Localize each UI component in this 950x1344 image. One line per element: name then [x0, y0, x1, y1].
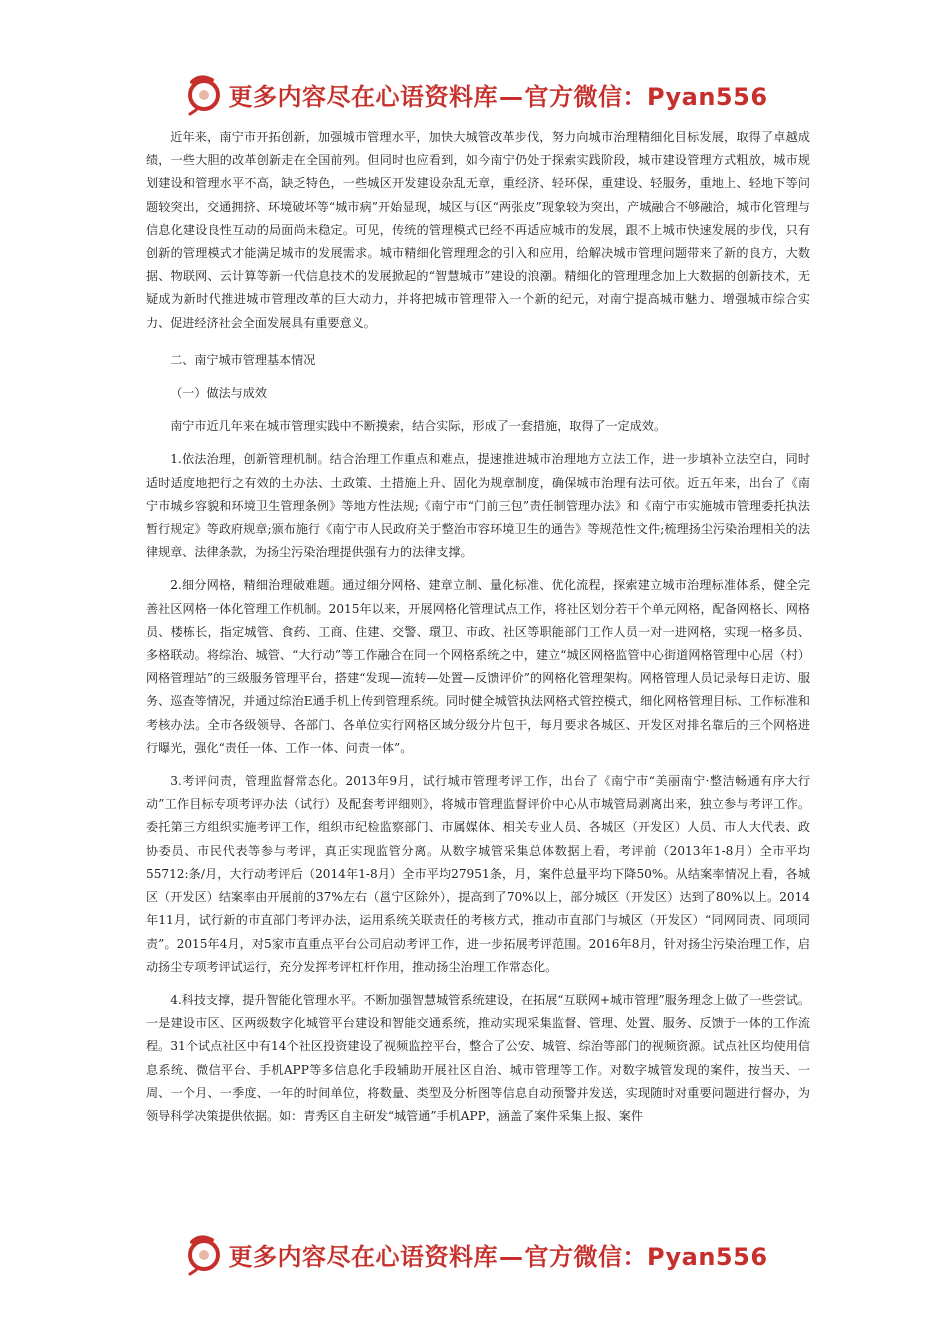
brand-logo-icon	[182, 1232, 226, 1276]
subsection-intro-paragraph: 南宁市近几年来在城市管理实践中不断摸索，结合实际，形成了一套措施，取得了一定成效。	[170, 419, 667, 434]
banner-text	[228, 77, 767, 112]
banner-separator: —	[498, 82, 524, 111]
brand-logo-icon	[182, 72, 226, 116]
item-1-paragraph: 1.依法治理，创新管理机制。结合治理工作重点和难点，提速推进城市治理地方立法工作，进一步填补立法空白，同时适时适度地把行之有效的土办法、土政策、土措施上升、固化为规章制度，确保城市治理有法可依。近五年来，出台了《南宁市城乡容貌和环境卫生管理条例》等地方性法规;《南宁市“门前三包”责任制管理办法》和《南宁市实施城市管理委托执法暂行规定》等政府规章;颁布施行《南宁市人民政府关于整治市容环境卫生的通告》等规范性文件;梳理扬尘污染治理相关的法律规章、法律条款，为扬尘污染治理提供强有力的法律支撑。	[146, 452, 810, 560]
banner-separator: —	[498, 1242, 524, 1271]
banner-account-text: 官方微信：Pyan556	[524, 1242, 768, 1271]
footer-watermark-banner	[0, 1232, 950, 1276]
item-3-paragraph: 3.考评问责，管理监督常态化。2013年9月，试行城市管理考评工作，出台了《南宁市“美丽南宁·整洁畅通有序大行动”工作目标专项考评办法（试行）及配套考评细则》，将城市管理监督评价中心从市城管局剥离出来，独立参与考评工作。委托第三方组织实施考评工作，组织市纪检监察部门、市属媒体、相关专业人员、各城区（开发区）人员、市人大代表、政协委员、市民代表等参与考评，真正实现监管分离。从数字城管采集总体数据上看，考评前（2013年1-8月）全市平均55712:条/月，大行动考评后（2014年1-8月）全市平均27951条，月，案件总量平均下降50%。从结案率情况上看，各城区（开发区）结案率由开展前的37%左右（邕宁区除外），提高到了70%以上，部分城区（开发区）达到了80%以上。2014年11月，试行新的市直部门考评办法，运用系统关联责任的考核方式，推动市直部门与城区（开发区）“同网同责、同项同责”。2015年4月，对5家市直重点平台公司启动考评工作，进一步拓展考评范围。2016年8月，针对扬尘污染治理工作，启动扬尘专项考评试运行，充分发挥考评杠杆作用，推动扬尘治理工作常态化。	[146, 774, 810, 974]
item-4-paragraph: 4.科技支撑，提升智能化管理水平。不断加强智慧城管系统建设，在拓展“互联网+城市管理”服务理念上做了一些尝试。一是建设市区、区两级数字化城管平台建设和智能交通系统，推动实现采集监督、管理、处置、服务、反馈于一体的工作流程。31个试点社区中有14个社区投资建设了视频监控平台，整合了公安、城管、综治等部门的视频资源。试点社区均使用信息系统、微信平台、手机APP等多信息化手段辅助开展社区自治、城市管理等工作。对数字城管发现的案件，按当天、一周、一个月、一季度、一年的时间单位，将数量、类型及分析图等信息自动预警并发送，实现随时对重要问题进行督办，为领导科学决策提供依据。如：青秀区自主研发“城管通”手机APP，涵盖了案件采集上报、案件	[146, 992, 810, 1123]
banner-main-text: 更多内容尽在心语资料库	[228, 1242, 498, 1271]
banner-main-text: 更多内容尽在心语资料库	[228, 82, 498, 111]
header-watermark-banner	[0, 72, 950, 116]
item-2-paragraph: 2.细分网格，精细治理破难题。通过细分网格、建章立制、量化标准、优化流程，探索建立城市治理标准体系，健全完善社区网格一体化管理工作机制。2015年以来，开展网格化管理试点工作，将社区划分若干个单元网格，配备网格长、网格员、楼栋长，指定城管、食药、工商、住建、交警、環卫、市政、社区等职能部门工作人员一对一进网格，实现一格多员、多格联动。将综治、城管、“大行动”等工作融合在同一个网格系统之中，建立“城区网格监管中心街道网格管理中心居（村）网格管理站”的三级服务管理平台，搭建“发现—流转—处置—反馈评价”的网格化管理架构。网格管理人员记录每日走访、服务、巡查等情况，并通过综治E通手机上传到管理系统。同时健全城管执法网格式管控模式，细化网格管理目标、工作标准和考核办法。全市各级领导、各部门、各单位实行网格区域分级分片包干，每月要求各城区、开发区对排名靠后的三个网格进行曝光，强化“责任一体、工作一体、问责一体”。	[146, 578, 810, 755]
subsection-title: （一）做法与成效	[170, 386, 267, 401]
intro-paragraph: 近年来，南宁市开拓创新，加强城市管理水平，加快大城管改革步伐，努力向城市治理精细化目标发展，取得了卓越成绩，一些大胆的改革创新走在全国前列。但同时也应看到，如今南宁仍处于探索实践阶段，城市建设管理方式粗放，城市规划建设和管理水平不高，缺乏特色，一些城区开发建设杂乱无章，重经济、轻环保，重建设、轻服务，重地上、轻地下等问题较突出，交通拥挤、环境破坏等“城市病”开始显现，城区与ί区“两张皮”现象较为突出，产城融合不够融洽，城市化管理与信息化建设良性互动的局面尚未稳定。可见，传统的管理模式已经不再适应城市的发展，跟不上城市快速发展的步伐，只有创新的管理模式才能满足城市的发展需求。城市精细化管理理念的引入和应用，给解决城市管理问题带来了新的良方，大数据、物联网、云计算等新一代信息技术的发展掀起的“智慧城市”建设的浪潮。精细化的管理理念加上大数据的创新技术，无疑成为新时代推进城市管理改革的巨大动力，并将把城市管理带入一个新的纪元，对南宁提高城市魅力、增强城市综合实力、促进经济社会全面发展具有重要意义。	[146, 130, 810, 330]
section-title: 二、南宁城市管理基本情况	[170, 352, 316, 367]
banner-account-text: 官方微信：Pyan556	[524, 82, 768, 111]
document-body	[146, 126, 810, 1128]
banner-text	[228, 1237, 767, 1272]
